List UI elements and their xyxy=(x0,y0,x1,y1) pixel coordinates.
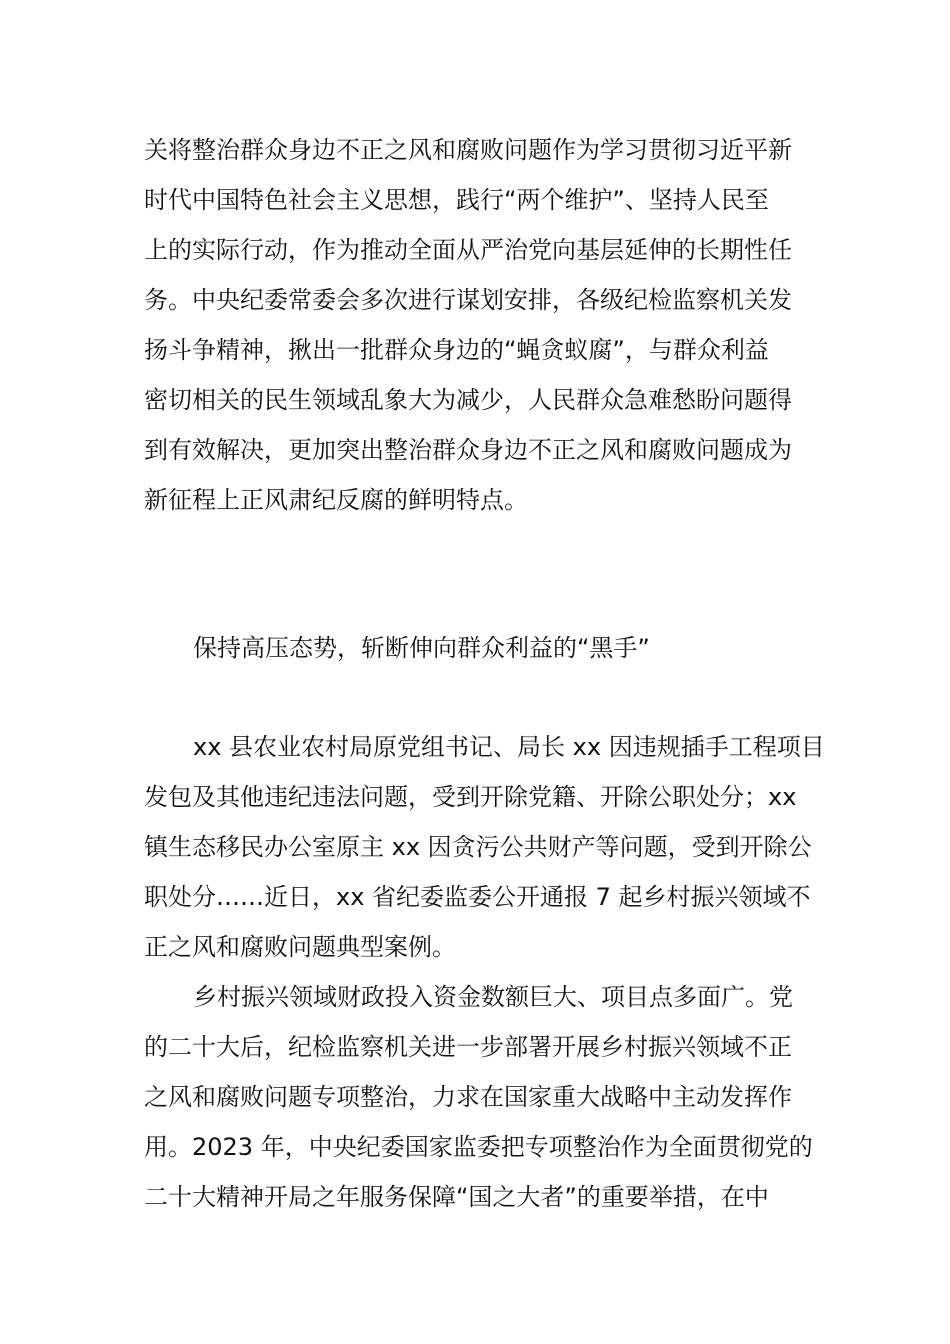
paragraph-line: 之风和腐败问题专项整治，力求在国家重大战略中主动发挥作 xyxy=(144,1083,792,1111)
paragraph-line: 镇生态移民办公室原主 xx 因贪污公共财产等问题，受到开除公 xyxy=(144,833,812,861)
paragraph-line: 职处分……近日，xx 省纪委监委公开通报 7 起乡村振兴领域不 xyxy=(144,883,811,911)
paragraph-line: 上的实际行动，作为推动全面从严治党向基层延伸的长期性任 xyxy=(144,236,792,264)
paragraph-line: 二十大精神开局之年服务保障“国之大者”的重要举措，在中 xyxy=(144,1183,769,1211)
paragraph-line: 新征程上正风肃纪反腐的鲜明特点。 xyxy=(144,486,528,514)
paragraph-line: 关将整治群众身边不正之风和腐败问题作为学习贯彻习近平新 xyxy=(144,136,792,164)
paragraph-line: 乡村振兴领域财政投入资金数额巨大、项目点多面广。党 xyxy=(193,983,793,1011)
section-heading: 保持高压态势，斩断伸向群众利益的“黑手” xyxy=(193,634,650,662)
paragraph-line: 到有效解决，更加突出整治群众身边不正之风和腐败问题成为 xyxy=(144,436,792,464)
paragraph-line: xx 县农业农村局原党组书记、局长 xx 因违规插手工程项目 xyxy=(193,733,825,761)
paragraph-line: 时代中国特色社会主义思想，践行“两个维护”、坚持人民至 xyxy=(144,186,769,214)
paragraph-line: 务。中央纪委常委会多次进行谋划安排，各级纪检监察机关发 xyxy=(144,286,792,314)
paragraph-line: 发包及其他违纪违法问题，受到开除党籍、开除公职处分；xx xyxy=(144,783,797,811)
paragraph-line: 的二十大后，纪检监察机关进一步部署开展乡村振兴领域不正 xyxy=(144,1033,792,1061)
paragraph-line: 用。2023 年，中央纪委国家监委把专项整治作为全面贯彻党的 xyxy=(144,1133,813,1161)
paragraph-line: 扬斗争精神，揪出一批群众身边的“蝇贪蚁腐”，与群众利益 xyxy=(144,336,769,364)
paragraph-line: 正之风和腐败问题典型案例。 xyxy=(144,933,456,961)
paragraph-line: 密切相关的民生领域乱象大为减少，人民群众急难愁盼问题得 xyxy=(144,386,792,414)
